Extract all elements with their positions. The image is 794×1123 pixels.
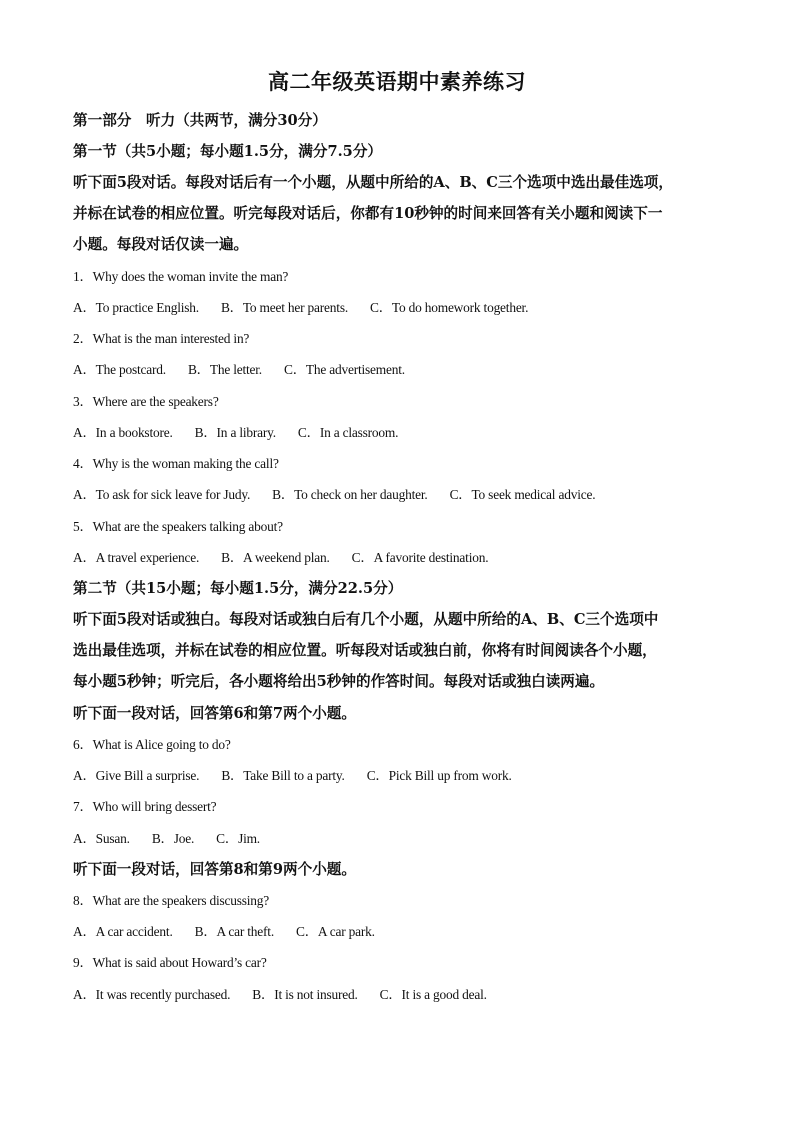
option-row [73, 828, 260, 847]
dialogue-instruction: 听下面一段对话，回答第6和第7两个小题。 [73, 705, 356, 722]
option-row [73, 984, 487, 1003]
question-text: 2．What is the man interested in? [73, 331, 250, 346]
dialogue-instruction: 听下面一段对话，回答第8和第9两个小题。 [73, 861, 356, 878]
option-a: A．The postcard. [73, 362, 166, 377]
option-b: B．To meet her parents. [220, 300, 348, 315]
option-a: A．A travel experience. [73, 550, 200, 565]
question-text: 4．Why is the woman making the call? [73, 456, 279, 471]
option-a: A．Give Bill a surprise. [73, 768, 200, 783]
option-b: B．A weekend plan. [221, 550, 330, 565]
page-title: 高二年级英语期中素养练习 [268, 69, 526, 94]
option-row [73, 297, 528, 316]
instruction-line: 并标在试卷的相应位置。听完每段对话后，你都有10秒钟的时间来回答有关小题和阅读下一 [73, 205, 663, 222]
part-heading: 第一部分 听力（共两节，满分30分） [73, 112, 327, 129]
option-a: A．Susan. [73, 831, 130, 846]
option-row [73, 484, 595, 503]
instruction-line: 选出最佳选项，并标在试卷的相应位置。听每段对话或独白前，你将有时间阅读各个小题， [73, 642, 657, 659]
option-row [73, 359, 405, 378]
option-c: C．Pick Bill up from work. [366, 768, 512, 783]
option-a: A．A car accident. [73, 924, 173, 939]
option-b: B．The letter. [187, 362, 262, 377]
option-b: B．It is not insured. [252, 987, 358, 1002]
option-a: A．In a bookstore. [73, 425, 173, 440]
instruction-line: 听下面5段对话。每段对话后有一个小题，从题中所给的A、B、C三个选项中选出最佳选项， [73, 174, 673, 191]
option-b: B．Take Bill to a party. [221, 768, 345, 783]
instruction-line: 每小题5秒钟；听完后，各小题将给出5秒钟的作答时间。每段对话或独白读两遍。 [73, 673, 605, 690]
question-text: 5．What are the speakers talking about? [73, 519, 283, 534]
question-text: 7．Who will bring dessert? [73, 799, 217, 814]
question-text: 6．What is Alice going to do? [73, 737, 231, 752]
question-text: 3．Where are the speakers? [73, 394, 219, 409]
option-row [73, 765, 512, 784]
option-c: C．To do homework together. [369, 300, 529, 315]
option-row [73, 547, 488, 566]
option-b: B．In a library. [194, 425, 276, 440]
option-c: C．Jim. [216, 831, 260, 846]
option-c: C．The advertisement. [283, 362, 405, 377]
instruction-line: 小题。每段对话仅读一遍。 [73, 236, 249, 253]
option-c: C．A favorite destination. [351, 550, 489, 565]
option-c: C．It is a good deal. [379, 987, 487, 1002]
section-heading: 第二节（共15小题；每小题1.5分，满分22.5分） [73, 580, 403, 597]
option-b: B．To check on her daughter. [272, 487, 428, 502]
section-heading: 第一节（共5小题；每小题1.5分，满分7.5分） [73, 143, 383, 160]
option-b: B．Joe. [151, 831, 195, 846]
instruction-line: 听下面5段对话或独白。每段对话或独白后有几个小题，从题中所给的A、B、C三个选项中 [73, 611, 659, 628]
option-c: C．A car park. [295, 924, 375, 939]
option-row [73, 921, 375, 940]
option-a: A．To ask for sick leave for Judy. [73, 487, 251, 502]
option-c: C．To seek medical advice. [449, 487, 596, 502]
option-row [73, 422, 398, 441]
option-b: B．A car theft. [194, 924, 274, 939]
question-text: 8．What are the speakers discussing? [73, 893, 270, 908]
option-c: C．In a classroom. [297, 425, 399, 440]
option-a: A．It was recently purchased. [73, 987, 231, 1002]
question-text: 9．What is said about Howard’s car? [73, 955, 267, 970]
question-text: 1．Why does the woman invite the man? [73, 269, 289, 284]
option-a: A．To practice English. [73, 300, 199, 315]
